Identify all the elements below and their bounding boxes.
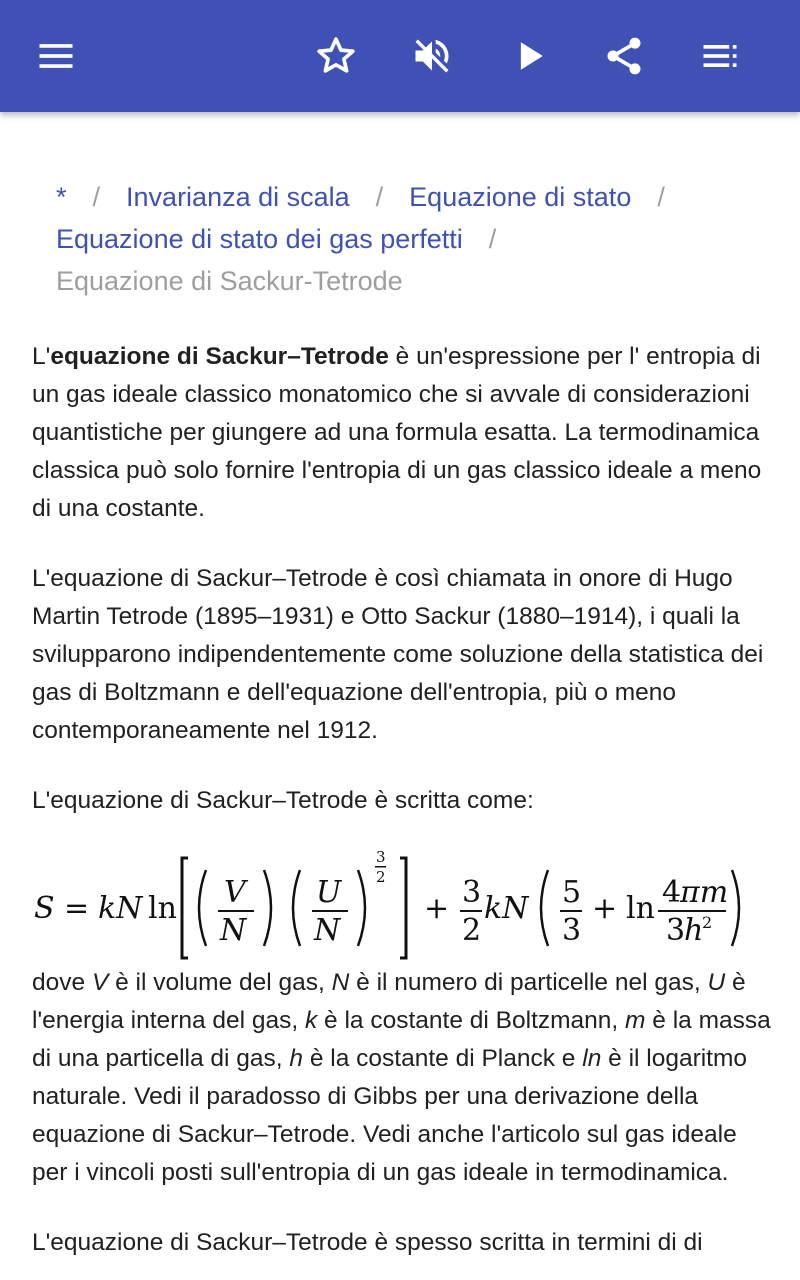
- var-text: è la massa di una particella di gas,: [32, 1007, 771, 1072]
- var-text: è l'energia interna del gas,: [32, 969, 746, 1034]
- var-text: è il volume del gas,: [108, 969, 332, 996]
- svg-text:kN: kN: [484, 891, 529, 926]
- breadcrumb: [56, 176, 766, 302]
- breadcrumb-separator: /: [488, 224, 497, 254]
- svg-text:5: 5: [562, 875, 582, 910]
- var-text: è il numero di particelle nel gas,: [349, 969, 708, 996]
- svg-text:3: 3: [666, 913, 686, 948]
- svg-text:2: 2: [462, 913, 482, 948]
- svg-text:N: N: [314, 913, 341, 948]
- volume-off-icon: [410, 34, 454, 78]
- var-v: V: [91, 969, 109, 996]
- svg-text:S: S: [34, 891, 55, 926]
- breadcrumb-item-gas-perfetti[interactable]: Equazione di stato dei gas perfetti: [56, 224, 463, 254]
- svg-text:+: +: [592, 891, 618, 926]
- intro-text-rest: è un'espressione per l' entropia di un gas ideale classico monatomico che si avvale di considerazioni quantistiche per giungere ad una formula esatta. La termodinamica classica può solo fornire l'entropia di un gas classico ideale a meno di una costante.: [32, 343, 762, 522]
- intro-text-start: L': [32, 343, 51, 370]
- app-toolbar: [0, 0, 800, 112]
- svg-text:2: 2: [376, 868, 386, 886]
- svg-text:3: 3: [462, 875, 482, 910]
- svg-text:3: 3: [376, 848, 386, 866]
- paragraph-history: L'equazione di Sackur–Tetrode è così chiamata in onore di Hugo Martin Tetrode (1895–1931) e Otto Sackur (1880–1914), i quali la svilupparono indipendentemente come soluzione della statistica dei gas di Boltzmann e dell'equazione dell'entropia, più o meno contemporaneamente nel 1912.: [32, 565, 764, 744]
- svg-text:h: h: [684, 913, 704, 948]
- breadcrumb-current: Equazione di Sackur-Tetrode: [56, 266, 403, 296]
- share-button[interactable]: [596, 28, 652, 84]
- svg-text:V: V: [224, 875, 246, 910]
- intro-bold-term: equazione di Sackur–Tetrode: [50, 343, 389, 370]
- share-icon: [602, 34, 646, 78]
- svg-text:U: U: [316, 875, 342, 910]
- play-button[interactable]: [502, 28, 558, 84]
- var-text: è il logaritmo naturale. Vedi il paradosso di Gibbs per una derivazione della equazione di Sackur–Tetrode. Vedi anche l'articolo sul gas ideale per i vincoli posti sull'entropia di un gas ideale in termodinamica.: [32, 1045, 748, 1186]
- favorite-button[interactable]: [308, 28, 364, 84]
- svg-text:2: 2: [702, 913, 713, 932]
- article-content: [0, 112, 800, 1280]
- paragraph-formula-intro: L'equazione di Sackur–Tetrode è scritta come:: [32, 787, 534, 814]
- contents-button[interactable]: [692, 28, 748, 84]
- svg-text:3: 3: [562, 913, 582, 948]
- sackur-tetrode-formula: [32, 840, 772, 964]
- svg-text:N: N: [220, 913, 247, 948]
- var-text: è la costante di Boltzmann,: [317, 1007, 626, 1034]
- svg-text:kN: kN: [98, 891, 143, 926]
- svg-text:ln: ln: [626, 891, 655, 926]
- menu-button[interactable]: [28, 28, 84, 84]
- var-n: N: [331, 969, 350, 996]
- mute-button[interactable]: [404, 28, 460, 84]
- svg-text:πm: πm: [680, 875, 729, 910]
- var-k: k: [305, 1007, 318, 1034]
- paragraph-variables: [32, 964, 772, 1192]
- var-m: m: [625, 1007, 646, 1034]
- breadcrumb-item-home[interactable]: *: [56, 182, 67, 212]
- article-body: [32, 338, 772, 1280]
- var-u: U: [707, 969, 726, 996]
- svg-text:ln: ln: [148, 891, 177, 926]
- var-h: h: [289, 1045, 304, 1072]
- playlist-icon: [698, 34, 742, 78]
- paragraph-intro: [32, 338, 772, 528]
- play-icon: [508, 34, 552, 78]
- breadcrumb-item-invarianza[interactable]: Invarianza di scala: [126, 182, 350, 212]
- breadcrumb-separator: /: [92, 182, 101, 212]
- var-text: dove: [32, 969, 92, 996]
- breadcrumb-item-equazione-stato[interactable]: Equazione di stato: [409, 182, 632, 212]
- svg-text:4: 4: [662, 875, 682, 910]
- var-text: è la costante di Planck e: [303, 1045, 583, 1072]
- var-ln: ln: [582, 1045, 602, 1072]
- breadcrumb-separator: /: [657, 182, 665, 212]
- paragraph-cut-off: L'equazione di Sackur–Tetrode è spesso scritta in termini di di: [32, 1229, 703, 1256]
- breadcrumb-separator: /: [375, 182, 384, 212]
- svg-text:=: =: [64, 891, 90, 926]
- formula-graphic: [32, 840, 772, 964]
- svg-text:+: +: [424, 891, 450, 926]
- menu-icon: [34, 34, 78, 78]
- star-outline-icon: [314, 34, 358, 78]
